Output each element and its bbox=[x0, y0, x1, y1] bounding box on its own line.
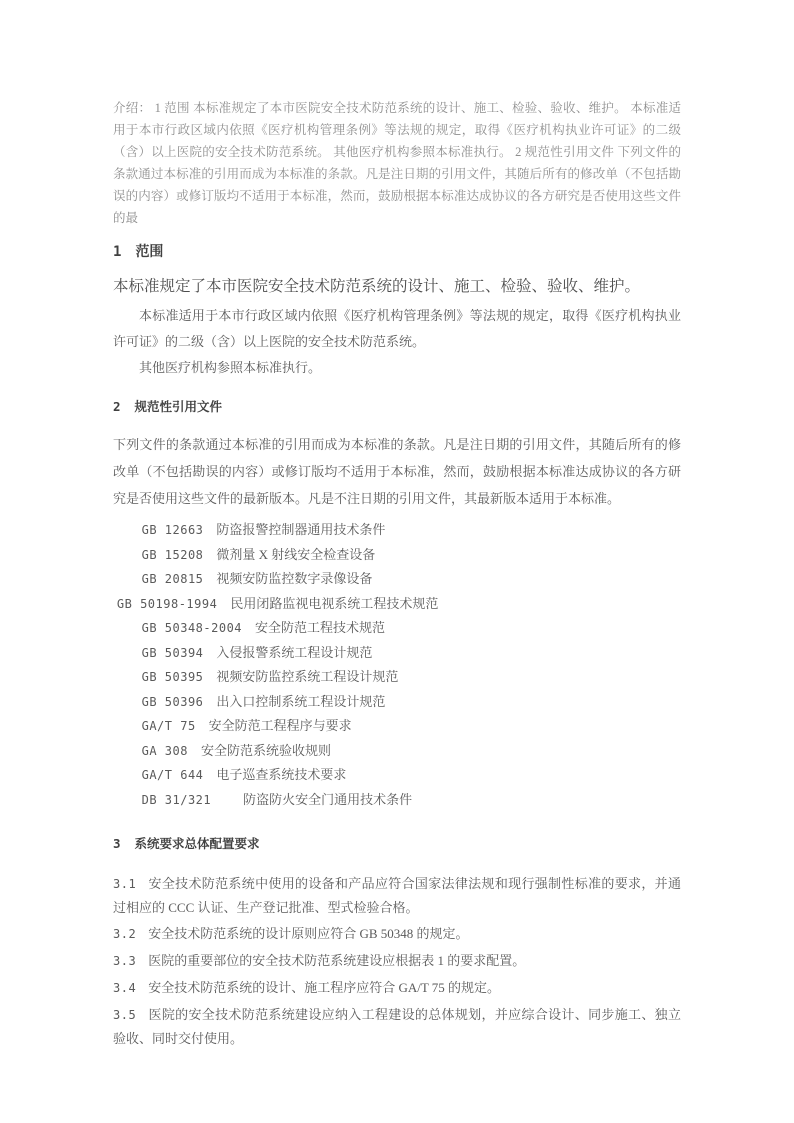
reference-title: 防盗报警控制器通用技术条件 bbox=[216, 522, 386, 537]
section-1-title: 范围 bbox=[135, 245, 164, 260]
section-1-number: 1 bbox=[113, 244, 122, 260]
clause-3-5 bbox=[113, 1003, 681, 1050]
reference-code: DB 31/321 bbox=[141, 792, 212, 807]
reference-title: 微剂量 X 射线安全检查设备 bbox=[216, 546, 376, 562]
reference-title: 安全防范工程技术规范 bbox=[255, 620, 386, 635]
reference-title: 视频安防监控系统工程设计规范 bbox=[216, 669, 399, 684]
reference-title: 视频安防监控数字录像设备 bbox=[216, 571, 373, 586]
clause-3-3 bbox=[113, 949, 681, 973]
reference-code: GB 50395 bbox=[141, 670, 204, 684]
section-2-title: 规范性引用文件 bbox=[134, 400, 223, 414]
section-3-number: 3 bbox=[113, 836, 121, 851]
reference-item bbox=[113, 739, 681, 764]
clause-text: 医院的安全技术防范系统建设应纳入工程建设的总体规划，并应综合设计、同步施工、独立验收、同时交付使用。 bbox=[113, 1007, 681, 1046]
reference-item bbox=[113, 788, 681, 813]
section-3-clauses bbox=[113, 872, 681, 1050]
reference-item bbox=[113, 543, 681, 568]
section-1-lead-paragraph: 本标准规定了本市医院安全技术防范系统的设计、施工、检验、验收、维护。 bbox=[113, 278, 641, 295]
reference-code: GB 50348-2004 bbox=[141, 621, 243, 635]
section-3-title: 系统要求总体配置要求 bbox=[134, 837, 260, 851]
reference-code: GA 308 bbox=[141, 743, 188, 758]
clause-3-1 bbox=[113, 872, 681, 919]
reference-item bbox=[113, 641, 681, 666]
reference-code: GB 50396 bbox=[141, 694, 204, 709]
section-1-paragraph-2: 其他医疗机构参照本标准执行。 bbox=[139, 360, 322, 375]
clause-number: 3.4 bbox=[113, 981, 137, 995]
reference-item bbox=[113, 763, 681, 788]
reference-title: 出入口控制系统工程设计规范 bbox=[216, 693, 386, 709]
reference-code: GA/T 75 bbox=[141, 719, 196, 733]
reference-code: GB 50394 bbox=[141, 645, 204, 660]
clause-text: 医院的重要部位的安全技术防范系统建设应根据表 1 的要求配置。 bbox=[148, 953, 526, 968]
clause-text: 安全技术防范系统的设计、施工程序应符合 GA/T 75 的规定。 bbox=[148, 980, 501, 995]
section-2-paragraph: 下列文件的条款通过本标准的引用而成为本标准的条款。凡是注日期的引用文件，其随后所有的修改单（不包括勘误的内容）或修订版均不适用于本标准，然而，鼓励根据本标准达成协议的各方研究是否使用这些文件的最新版本。凡是不注日期的引用文件，其最新版本适用于本标准。 bbox=[113, 437, 681, 506]
reference-item bbox=[113, 518, 681, 543]
section-3-heading bbox=[113, 834, 681, 852]
document-content bbox=[113, 97, 681, 1053]
reference-item bbox=[113, 567, 681, 592]
reference-item bbox=[113, 690, 681, 715]
reference-code: GB 50198-1994 bbox=[116, 596, 218, 611]
reference-code: GB 20815 bbox=[141, 572, 204, 586]
clause-number: 3.5 bbox=[113, 1008, 137, 1022]
reference-title: 安全防范系统验收规则 bbox=[200, 742, 331, 758]
reference-title: 安全防范工程程序与要求 bbox=[208, 718, 352, 733]
clause-3-2 bbox=[113, 922, 681, 946]
section-2-heading bbox=[113, 397, 681, 415]
section-1-heading bbox=[113, 241, 681, 261]
reference-code: GB 15208 bbox=[141, 547, 204, 562]
reference-title: 民用闭路监视电视系统工程技术规范 bbox=[230, 595, 439, 611]
intro-summary-paragraph: 介绍： 1 范围 本标准规定了本市医院安全技术防范系统的设计、施工、检验、验收、维护。 本标准适用于本市行政区域内依照《医疗机构管理条例》等法规的规定，取得《医疗机构执业许可证》的二级 （含）以上医院的安全技术防范系统。 其他医疗机构参照本标准执行。 2 规范性引用文件 下列文件的条款通过本标准的引用而成为本标准的条款。凡是注日期的引用文件，其随后所有的修改单（不包括勘误的内容）或修订版均不适用于本标准，然而，鼓励根据本标准达成协议的各方研究是否使用这些文件的最 bbox=[113, 101, 681, 225]
reference-item bbox=[113, 616, 681, 641]
reference-title: 电子巡查系统技术要求 bbox=[216, 767, 347, 782]
clause-text: 安全技术防范系统的设计原则应符合 GB 50348 的规定。 bbox=[148, 926, 469, 941]
section-1-paragraph-1: 本标准适用于本市行政区域内依照《医疗机构管理条例》等法规的规定，取得《医疗机构执业许可证》的二级（含）以上医院的安全技术防范系统。 bbox=[113, 308, 681, 349]
reference-item bbox=[113, 592, 681, 617]
section-2-number: 2 bbox=[113, 399, 121, 414]
clause-number: 3.3 bbox=[113, 954, 137, 968]
reference-item bbox=[113, 665, 681, 690]
clause-text: 安全技术防范系统中使用的设备和产品应符合国家法律法规和现行强制性标准的要求，并通过相应的 CCC 认证、生产登记批准、型式检验合格。 bbox=[113, 876, 681, 915]
clause-number: 3.2 bbox=[113, 927, 137, 941]
reference-title: 入侵报警系统工程设计规范 bbox=[216, 644, 373, 660]
reference-code: GA/T 644 bbox=[141, 768, 204, 782]
references-list bbox=[113, 518, 681, 812]
clause-number: 3.1 bbox=[113, 877, 137, 891]
reference-title: 防盗防火安全门通用技术条件 bbox=[243, 791, 413, 807]
reference-code: GB 12663 bbox=[141, 523, 204, 537]
reference-item bbox=[113, 714, 681, 739]
clause-3-4 bbox=[113, 976, 681, 1000]
